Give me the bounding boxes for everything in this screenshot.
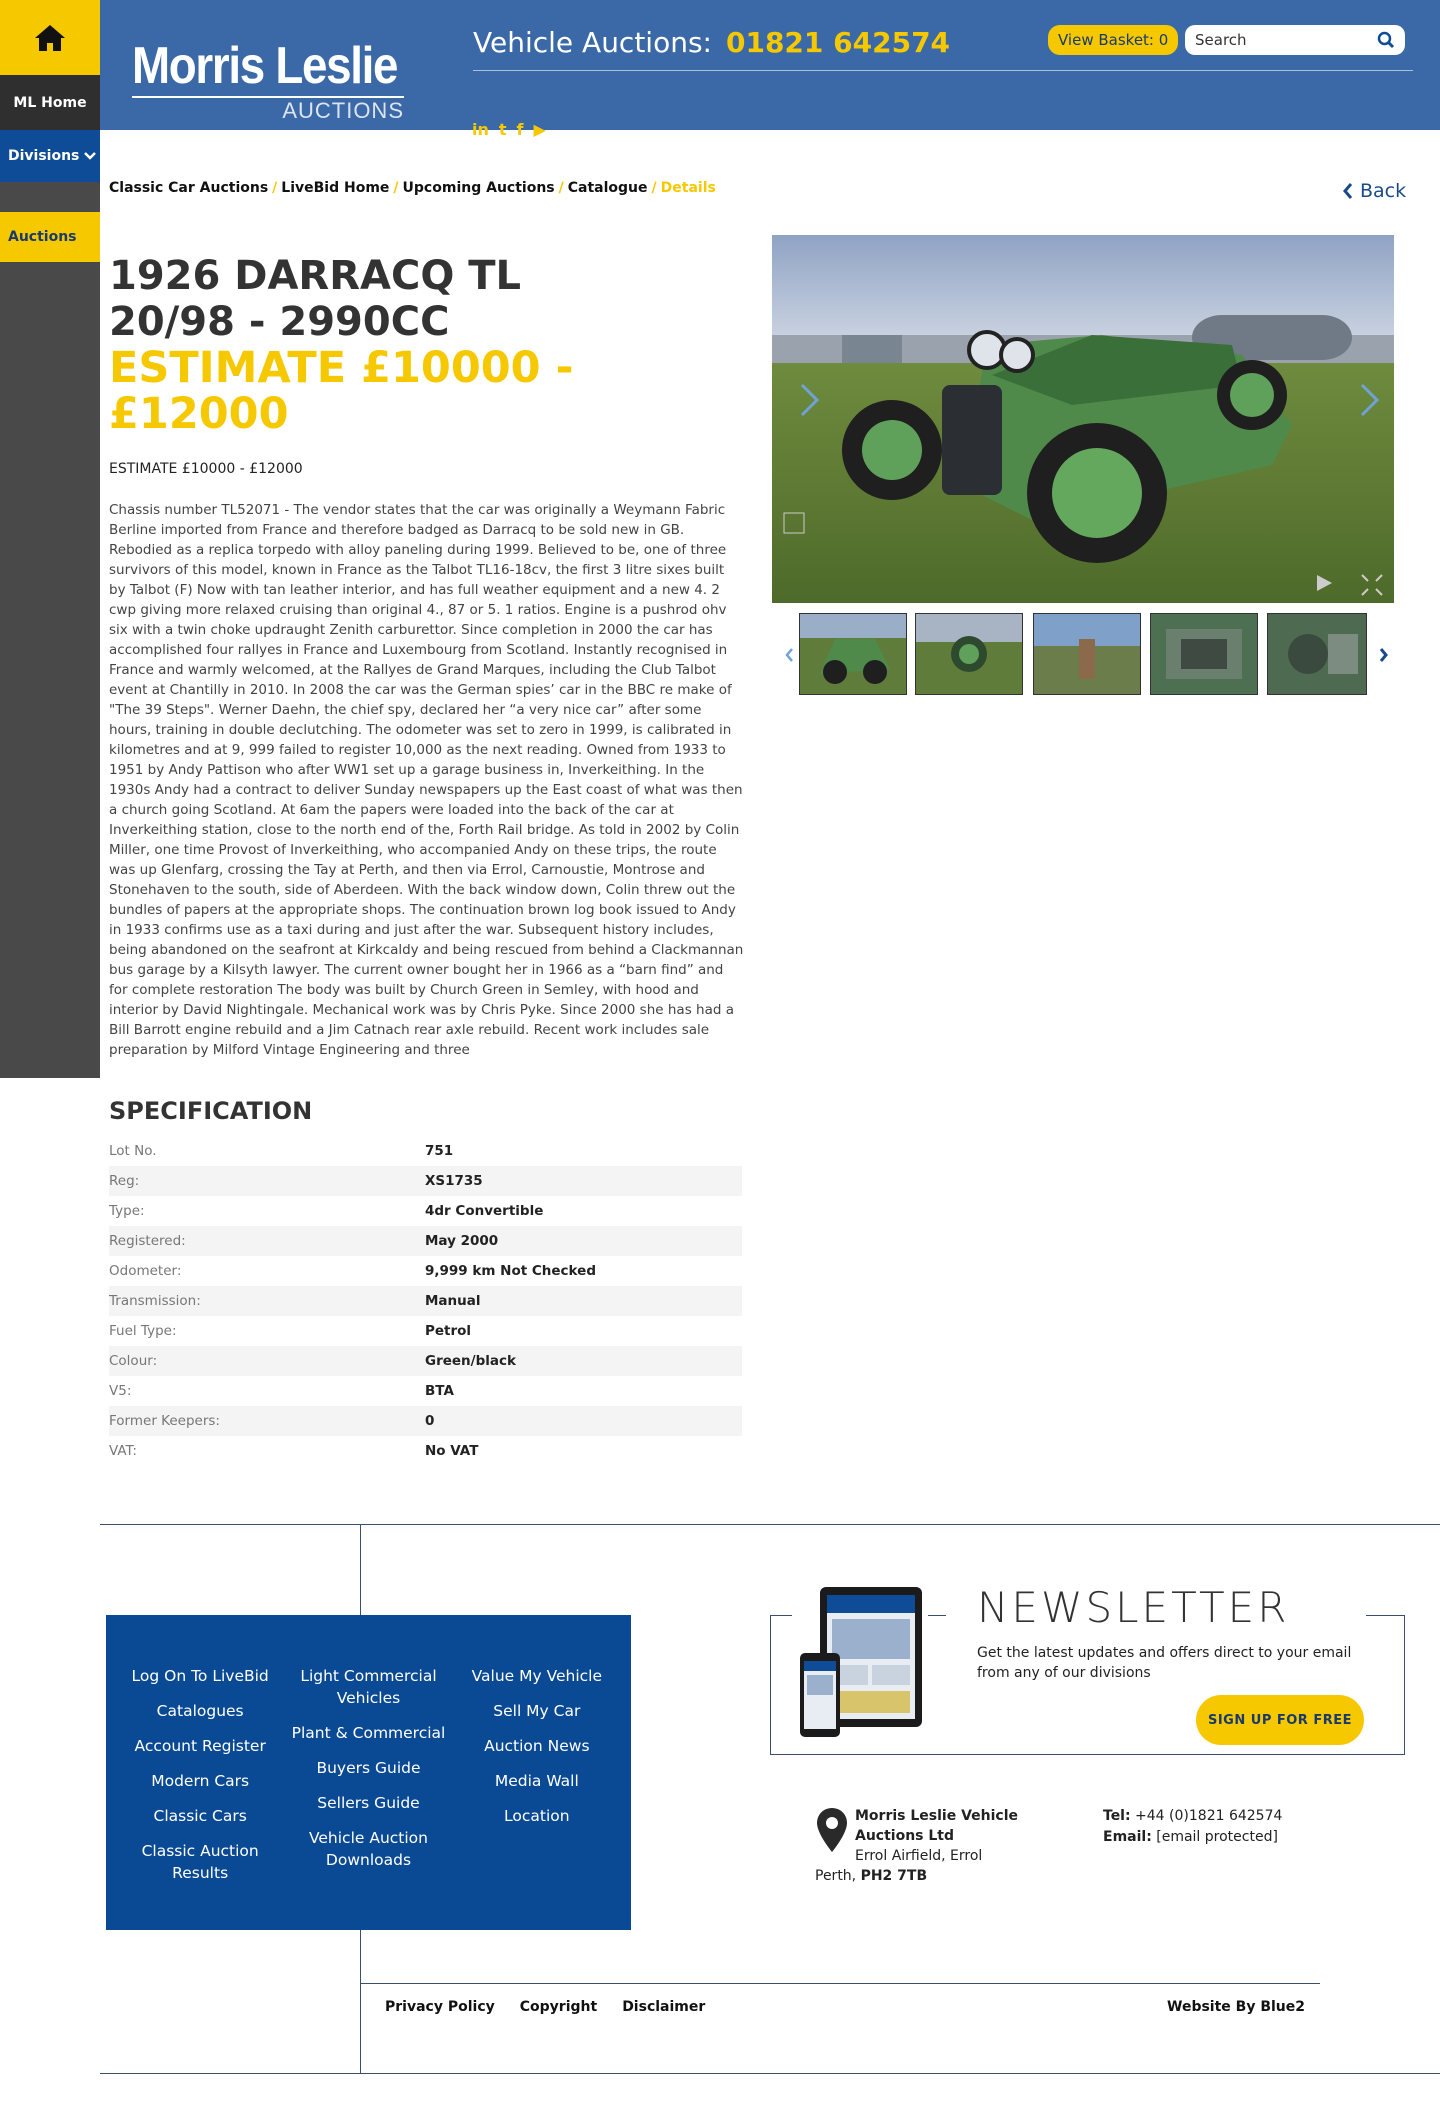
- youtube-icon[interactable]: ▶: [533, 120, 546, 139]
- search-icon[interactable]: [1377, 31, 1395, 49]
- footer-link[interactable]: Catalogues: [156, 1702, 244, 1720]
- contact-phone: [1103, 1806, 1282, 1827]
- newsletter-title: NEWSLETTER: [977, 1583, 1290, 1632]
- basket-count: 0: [1158, 31, 1169, 49]
- spec-label: Fuel Type:: [109, 1323, 177, 1339]
- contact-email: [1103, 1827, 1282, 1848]
- spec-value: May 2000: [425, 1233, 499, 1249]
- spec-row: [109, 1166, 742, 1196]
- footer-link[interactable]: Light Commercial Vehicles: [300, 1667, 437, 1707]
- spec-label: V5:: [109, 1383, 132, 1399]
- spec-label: VAT:: [109, 1443, 137, 1459]
- header-divider: [473, 70, 1413, 71]
- home-button[interactable]: [0, 0, 100, 75]
- tel-label: Tel:: [1103, 1808, 1131, 1824]
- search-box: [1185, 25, 1405, 55]
- spec-row: [109, 1286, 742, 1316]
- breadcrumb-item[interactable]: Catalogue: [567, 180, 648, 196]
- spec-label: Lot No.: [109, 1143, 157, 1159]
- spec-value: 0: [425, 1413, 435, 1429]
- spec-row: [109, 1226, 742, 1256]
- basket-label: View Basket:: [1058, 31, 1154, 49]
- spec-label: Reg:: [109, 1173, 140, 1189]
- twitter-icon[interactable]: t: [498, 120, 507, 139]
- footer-link[interactable]: Sellers Guide: [317, 1794, 420, 1812]
- spec-row: [109, 1256, 742, 1286]
- spec-value: 4dr Convertible: [425, 1203, 544, 1219]
- estimate-text: ESTIMATE £10000 - £12000: [109, 461, 303, 477]
- spec-value: Petrol: [425, 1323, 472, 1339]
- devices-illustration: [800, 1585, 925, 1740]
- footer-divider: [100, 1524, 1440, 1525]
- newsletter-text: Get the latest updates and offers direct to your email from any of our divisions: [977, 1645, 1352, 1681]
- legal-links: [385, 1999, 705, 2015]
- tel-value[interactable]: +44 (0)1821 642574: [1135, 1808, 1283, 1824]
- footer-link[interactable]: Vehicle Auction Downloads: [308, 1829, 428, 1869]
- view-basket-button[interactable]: [1048, 25, 1178, 55]
- footer-link[interactable]: Media Wall: [494, 1772, 579, 1790]
- spec-label: Former Keepers:: [109, 1413, 220, 1429]
- newsletter-signup-button[interactable]: SIGN UP FOR FREE: [1196, 1695, 1364, 1745]
- footer-link[interactable]: Account Register: [134, 1737, 266, 1755]
- spec-value: 9,999 km Not Checked: [425, 1263, 596, 1279]
- back-button[interactable]: [1342, 180, 1406, 202]
- website-credit-link[interactable]: Website By Blue2: [1167, 1999, 1305, 2015]
- spec-value: 751: [425, 1143, 454, 1159]
- sidebar-item-label: Divisions: [8, 148, 80, 164]
- logo-subtitle: AUCTIONS: [282, 98, 404, 123]
- address-city: Perth,: [815, 1868, 857, 1884]
- spec-row: [109, 1136, 742, 1166]
- address-line: Errol Airfield, Errol: [855, 1848, 983, 1864]
- lot-description: Chassis number TL52071 - The vendor states that the car was originally a Weymann Fabric Berline imported from France and therefore badged as Darracq to be sold new in GB. Rebodied as a replica torpedo with alloy paneling during 1999. Believed to be, one of three survivors of this model, known in France as the Talbot TL16-18cv, the first 3 litre sixes built by Talbot (F) Now with tan leather interior, and has full weather equipment and a new 4. 2 cwp giving more relaxed cruising than original 4., 87 or 5. 1 ratios. Engine is a pushrod ohv six with a twin choke updraught Zenith carburettor. Since completion in 2000 the car has accomplished four rallyes in France and Luxembourg from Scotland. Instantly recognised in France and warmly welcomed, at the Rallyes de Grand Marques, including the Club Talbot event at Chantilly in 2010. In 2008 the car was the German spies’ car in the BBC re make of "The 39 Steps". Werner Daehn, the chief spy, declared her “a very nice car” after some hours, training in double declutching. The odometer was set to zero in 1999, is calibrated in kilometres and at 9, 999 failed to register 10,000 as the next reading. Owned from 1933 to 1951 by Andy Pattison who after WW1 set up a garage business in, Inverkeithing. In the 1930s Andy had a contract to deliver Sunday newspapers up the East coast of what was then a church going Scotland. At 6am the papers were loaded into the back of the car at Inverkeithing station, close to the north end of the, Forth Rail bridge. As told in 2002 by Colin Miller, one time Provost of Inverkeithing, who accompanied Andy on these trips, the route was up Glenfarg, crossing the Tay at Perth, and then via Errol, Carnoustie, Montrose and Stonehaven to the south, side of Aberdeen. With the back window down, Colin threw out the bundles of papers at the appropriate shops. The continuation brown log book issued to Andy in 1933 confirms use as a taxi during and just after the war. Subsequent history includes, being abandoned on the seafront at Kirkcaldy and being rescued from behind a Clackmannan bus garage by a Kilsyth lawyer. The current owner bought her in 1966 as a “barn find” and for complete restoration The body was built by Church Green in Semley, with hood and interior by David Nightingale. Mechanical work was by Chris Pyke. Since 2000 she has had a Bill Barrott engine rebuild and a Jim Catnach rear axle rebuild. Recent work includes sale preparation by Milford Vintage Engineering and three: [109, 502, 744, 1058]
- spec-row: [109, 1346, 742, 1376]
- newsletter-border: [770, 1615, 792, 1616]
- linkedin-icon[interactable]: in: [472, 120, 489, 139]
- spec-value: XS1735: [425, 1173, 483, 1189]
- newsletter-border: [928, 1615, 946, 1616]
- thumbnail[interactable]: [799, 613, 907, 695]
- footer-link[interactable]: Buyers Guide: [316, 1759, 421, 1777]
- sidebar-item-auctions[interactable]: [0, 212, 100, 262]
- footer-link-column: [284, 1665, 452, 1930]
- footer-link[interactable]: Sell My Car: [493, 1702, 581, 1720]
- sidebar-item-label: ML Home: [13, 94, 87, 111]
- breadcrumb-item[interactable]: Classic Car Auctions: [109, 180, 269, 196]
- spec-label: Type:: [109, 1203, 145, 1219]
- spec-value: No VAT: [425, 1443, 479, 1459]
- vehicle-photo: [772, 235, 1394, 603]
- address-postcode: PH2 7TB: [860, 1868, 928, 1884]
- logo-wordmark: Morris Leslie: [132, 37, 398, 95]
- footer-link[interactable]: Location: [504, 1807, 570, 1825]
- footer-link[interactable]: Plant & Commercial: [291, 1724, 446, 1742]
- spec-label: Registered:: [109, 1233, 186, 1249]
- thumbnail-image: [800, 614, 906, 694]
- spec-label: Transmission:: [109, 1293, 201, 1309]
- specification-table: [109, 1136, 742, 1466]
- copyright-link[interactable]: Copyright: [519, 1999, 598, 2015]
- facebook-icon[interactable]: f: [516, 120, 524, 139]
- specification-heading: SPECIFICATION: [109, 1097, 313, 1125]
- phone-label: Vehicle Auctions:: [473, 26, 712, 59]
- chevron-right-icon[interactable]: [1378, 646, 1390, 664]
- back-label: Back: [1360, 180, 1407, 202]
- disclaimer-link[interactable]: Disclaimer: [622, 1999, 706, 2015]
- footer-link[interactable]: Value My Vehicle: [471, 1667, 603, 1685]
- privacy-policy-link[interactable]: Privacy Policy: [385, 1999, 495, 2015]
- thumbnail[interactable]: [1150, 613, 1258, 695]
- newsletter-border: [1366, 1615, 1405, 1616]
- chevron-down-icon: [83, 151, 97, 161]
- chevron-left-icon[interactable]: [783, 646, 795, 664]
- sidebar-item-label: Auctions: [8, 229, 77, 245]
- legal-divider: [360, 1983, 1320, 1984]
- thumbnail-image: [916, 614, 1022, 694]
- brand-logo[interactable]: [132, 38, 412, 124]
- page-title: 1926 DARRACQ TL 20/98 - 2990CC: [109, 253, 522, 345]
- breadcrumb-separator: /: [393, 180, 399, 196]
- email-label: Email:: [1103, 1829, 1152, 1845]
- thumbnail-image: [1268, 614, 1366, 694]
- spec-label: Colour:: [109, 1353, 158, 1369]
- home-icon: [33, 23, 67, 53]
- spec-value: Green/black: [425, 1353, 516, 1369]
- contact-details: [1103, 1806, 1282, 1848]
- company-address: [815, 1806, 1045, 1886]
- breadcrumb-separator: /: [651, 180, 657, 196]
- breadcrumb-item[interactable]: Upcoming Auctions: [402, 180, 555, 196]
- footer-links-panel: [106, 1615, 631, 1930]
- spec-value: Manual: [425, 1293, 481, 1309]
- thumbnail[interactable]: [1033, 613, 1141, 695]
- search-input[interactable]: [1195, 31, 1365, 49]
- spec-label: Odometer:: [109, 1263, 182, 1279]
- spec-row: [109, 1196, 742, 1226]
- breadcrumb-separator: /: [272, 180, 278, 196]
- social-links: [472, 120, 546, 139]
- footer-link[interactable]: Modern Cars: [151, 1772, 250, 1790]
- left-sidebar: [0, 0, 100, 1078]
- thumbnail[interactable]: [1267, 613, 1367, 695]
- footer-link[interactable]: Auction News: [484, 1737, 590, 1755]
- site-header: [100, 0, 1440, 139]
- sidebar-item-divisions[interactable]: [0, 130, 100, 182]
- breadcrumb-current: Details: [660, 180, 716, 196]
- thumbnail-strip: [780, 612, 1386, 697]
- footer-link-column: [116, 1665, 284, 1930]
- breadcrumb-separator: /: [558, 180, 564, 196]
- spec-value: BTA: [425, 1383, 454, 1399]
- footer-link-column: [453, 1665, 621, 1930]
- auction-phone: [473, 26, 950, 59]
- thumbnail[interactable]: [915, 613, 1023, 695]
- spec-row: [109, 1436, 742, 1466]
- spec-row: [109, 1316, 742, 1346]
- estimate-heading: ESTIMATE £10000 - £12000: [109, 343, 574, 439]
- company-name: Morris Leslie Vehicle Auctions Ltd: [855, 1808, 1019, 1844]
- footer-link[interactable]: Classic Auction Results: [141, 1842, 259, 1882]
- spec-row: [109, 1376, 742, 1406]
- phone-number[interactable]: 01821 642574: [725, 26, 951, 59]
- footer-link[interactable]: Log On To LiveBid: [131, 1667, 269, 1685]
- footer-link[interactable]: Classic Cars: [153, 1807, 247, 1825]
- sidebar-item-ml-home[interactable]: [0, 75, 100, 130]
- thumbnail-image: [1151, 614, 1257, 694]
- address-line: [815, 1868, 927, 1884]
- footer-divider: [100, 2073, 1440, 2074]
- breadcrumb: [109, 180, 716, 196]
- photo-gallery[interactable]: [772, 235, 1394, 603]
- thumbnail-image: [1034, 614, 1140, 694]
- breadcrumb-item[interactable]: LiveBid Home: [281, 180, 390, 196]
- email-value[interactable]: [email protected]: [1156, 1829, 1278, 1845]
- spec-row: [109, 1406, 742, 1436]
- chevron-left-icon: [1342, 182, 1354, 200]
